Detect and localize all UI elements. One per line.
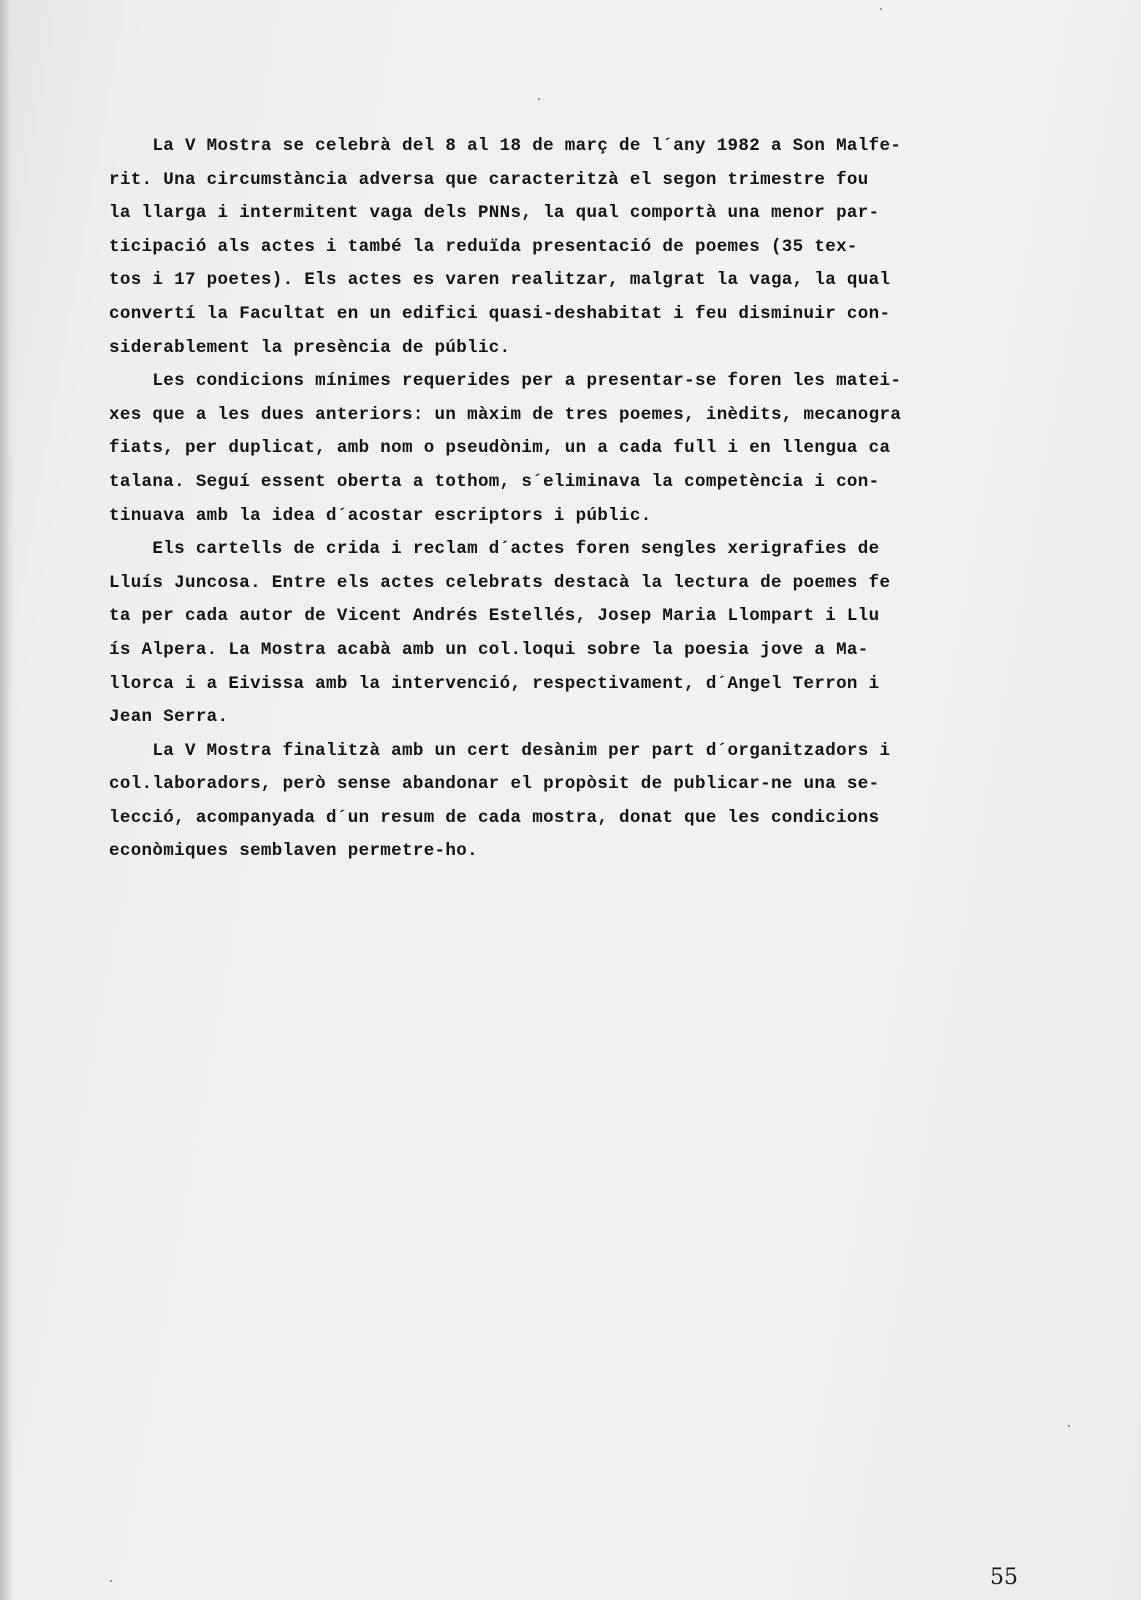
paper-speck xyxy=(110,1580,112,1582)
text-line: talana. Seguí essent oberta a tothom, s´eliminava la competència i con- xyxy=(109,471,880,492)
text-line: Lluís Juncosa. Entre els actes celebrats destacà la lectura de poemes fe xyxy=(109,572,891,593)
text-line: siderablement la presència de públic. xyxy=(109,337,511,358)
body-text xyxy=(109,130,989,869)
text-line: econòmiques semblaven permetre-ho. xyxy=(109,841,478,862)
text-line: Les condicions mínimes requerides per a presentar-se foren les matei- xyxy=(109,371,902,392)
paper-speck xyxy=(880,8,882,10)
page-number: 55 xyxy=(990,1565,1018,1590)
text-line: fiats, per duplicat, amb nom o pseudònim, un a cada full i en llengua ca xyxy=(109,438,891,459)
text-line: tos i 17 poetes). Els actes es varen realitzar, malgrat la vaga, la qual xyxy=(109,270,891,291)
text-line: la llarga i intermitent vaga dels PNNs, la qual comportà una menor par- xyxy=(109,203,880,224)
text-line: Jean Serra. xyxy=(109,707,229,728)
text-line: ís Alpera. La Mostra acabà amb un col.loqui sobre la poesia jove a Ma- xyxy=(109,639,869,660)
text-line: La V Mostra se celebrà del 8 al 18 de març de l´any 1982 a Son Malfe- xyxy=(109,136,902,156)
text-line: convertí la Facultat en un edifici quasi-deshabitat i feu disminuir con- xyxy=(109,303,891,324)
text-line: col.laboradors, però sense abandonar el propòsit de publicar-ne una se- xyxy=(109,774,880,795)
text-line: Els cartells de crida i reclam d´actes foren sengles xerigrafies de xyxy=(109,539,880,560)
text-line: llorca i a Eivissa amb la intervenció, respectivament, d´Angel Terron i xyxy=(109,673,880,694)
text-line: La V Mostra finalitzà amb un cert desànim per part d´organitzadors i xyxy=(109,740,891,761)
paper-speck xyxy=(1068,1425,1070,1427)
paper-speck xyxy=(538,98,540,100)
text-line: xes que a les dues anteriors: un màxim de tres poemes, inèdits, mecanogra xyxy=(109,404,902,425)
text-line: lecció, acompanyada d´un resum de cada mostra, donat que les condicions xyxy=(109,807,880,828)
text-line: tinuava amb la idea d´acostar escriptors i públic. xyxy=(109,505,652,526)
text-line: rit. Una circumstància adversa que caracteritzà el segon trimestre fou xyxy=(109,169,869,190)
text-line: ta per cada autor de Vicent Andrés Estellés, Josep Maria Llompart i Llu xyxy=(109,606,880,627)
page-edge-shadow xyxy=(0,0,14,1600)
text-line: ticipació als actes i també la reduïda presentació de poemes (35 tex- xyxy=(109,236,858,257)
